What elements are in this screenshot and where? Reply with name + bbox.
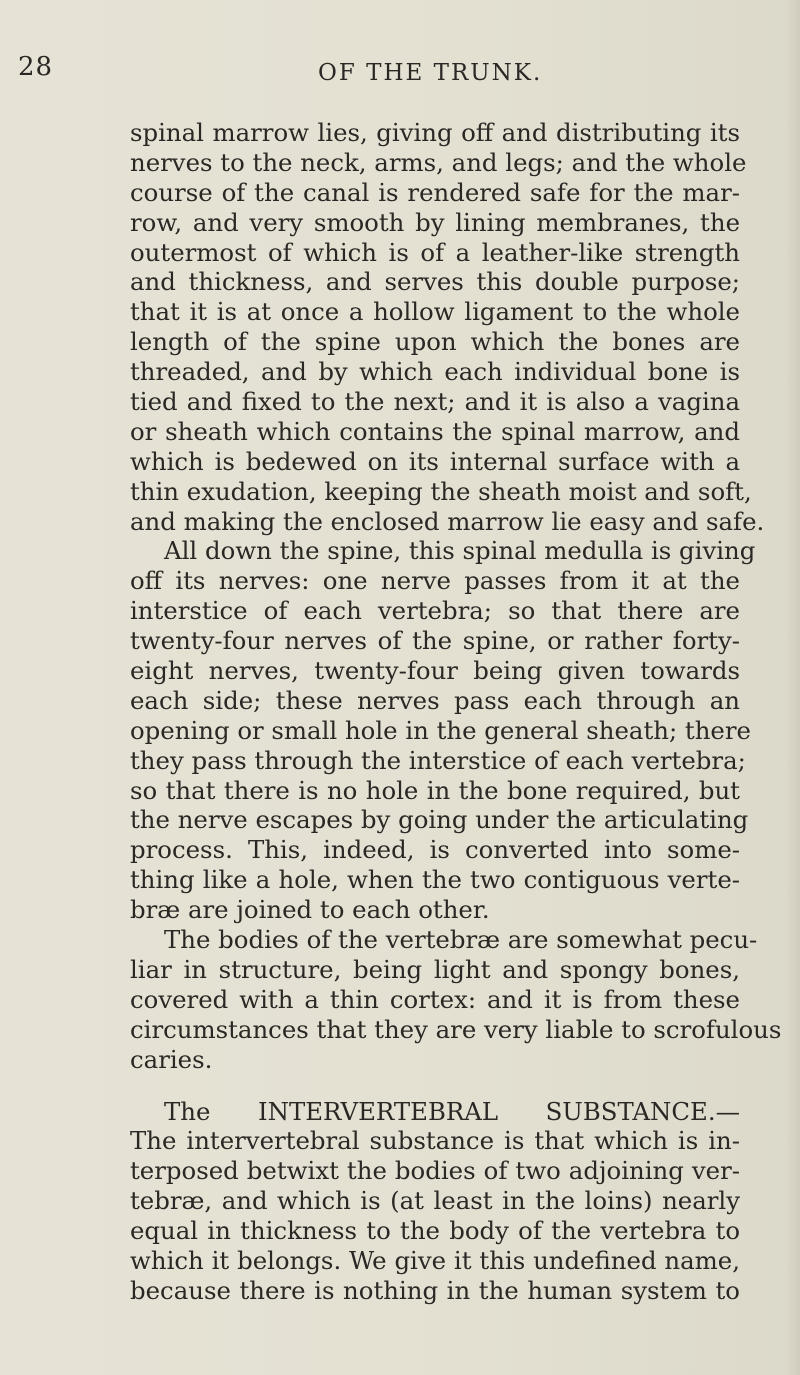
text-line: because there is nothing in the human system to (130, 1275, 740, 1305)
text-line: caries. (130, 1044, 213, 1074)
text-line: each side; these nerves pass each through an (130, 685, 740, 715)
text-line: which is bedewed on its internal surface with a (130, 446, 740, 476)
text-line: the nerve escapes by going under the articulating (130, 805, 749, 835)
text-line: The bodies of the vertebræ are somewhat pecu- (164, 925, 758, 955)
text-line: twenty-four nerves of the spine, or rather forty- (130, 626, 740, 656)
text-line: process. This, indeed, is converted into some- (130, 835, 740, 865)
text-line: and thickness, and serves this double purpose; (130, 267, 740, 297)
section-heading: The INTERVERTEBRAL SUBSTANCE.— (164, 1096, 740, 1126)
paragraph (130, 118, 765, 536)
text-line: they pass through the interstice of each vertebra; (130, 745, 746, 775)
text-line: interstice of each vertebra; so that there are (130, 596, 740, 626)
text-line: that it is at once a hollow ligament to the whole (130, 297, 740, 327)
text-line: tied and fixed to the next; and it is also a vagina (130, 387, 740, 417)
text-line: which it belongs. We give it this undefined name, (130, 1245, 740, 1275)
text-line: threaded, and by which each individual bone is (130, 357, 740, 387)
text-line: outermost of which is of a leather-like strength (130, 237, 740, 267)
text-line: bræ are joined to each other. (130, 895, 490, 925)
paragraph (130, 925, 782, 1074)
page-edge-shadow (786, 0, 800, 1375)
text-line: thing like a hole, when the two contiguous verte- (130, 865, 740, 895)
text-line: row, and very smooth by lining membranes, the (130, 207, 740, 237)
running-head: OF THE TRUNK. (318, 60, 543, 86)
paragraph (130, 536, 756, 925)
text-line: covered with a thin cortex: and it is from these (130, 984, 740, 1014)
text-line: tebræ, and which is (at least in the loins) nearly (130, 1186, 740, 1216)
text-line: liar in structure, being light and spongy bones, (130, 954, 740, 984)
text-line: off its nerves: one nerve passes from it at the (130, 566, 740, 596)
text-line: eight nerves, twenty-four being given towards (130, 656, 740, 686)
text-line: The intervertebral substance is that which is in- (130, 1126, 740, 1156)
text-line: thin exudation, keeping the sheath moist and soft, (130, 476, 752, 506)
text-line: All down the spine, this spinal medulla is giving (164, 536, 756, 566)
text-line: course of the canal is rendered safe for the mar- (130, 177, 740, 207)
text-line: length of the spine upon which the bones are (130, 327, 740, 357)
text-line: terposed betwixt the bodies of two adjoining ver- (130, 1156, 740, 1186)
text-line: nerves to the neck, arms, and legs; and the whole (130, 147, 747, 177)
text-line: so that there is no hole in the bone required, but (130, 775, 740, 805)
body-text (130, 118, 782, 1306)
text-line: circumstances that they are very liable to scrofulous (130, 1014, 782, 1044)
text-line: equal in thickness to the body of the vertebra to (130, 1216, 740, 1246)
text-line: or sheath which contains the spinal marrow, and (130, 416, 740, 446)
page-number: 28 (18, 52, 54, 82)
text-line: spinal marrow lies, giving off and distributing its (130, 118, 740, 147)
text-line: opening or small hole in the general sheath; there (130, 715, 751, 745)
text-line: and making the enclosed marrow lie easy and safe. (130, 506, 765, 536)
paragraph (130, 1097, 740, 1306)
